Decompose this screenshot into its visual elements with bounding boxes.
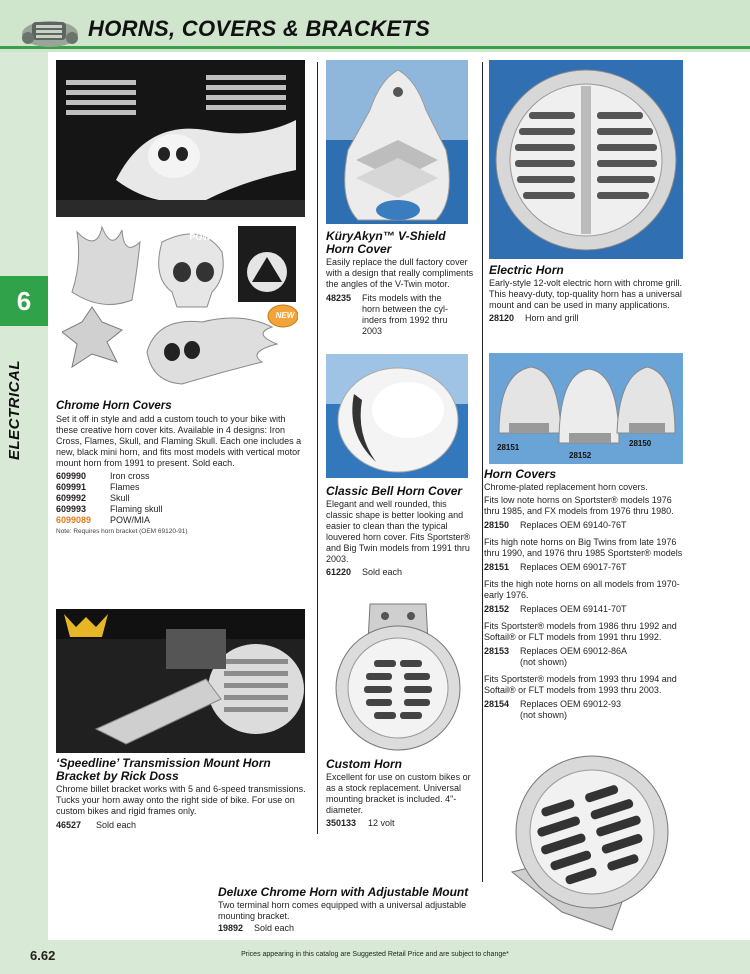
part-description: Flaming skull xyxy=(110,504,163,514)
part-description xyxy=(520,699,621,721)
vshield-section xyxy=(326,230,476,337)
part-row xyxy=(326,567,476,578)
vshield-part-list xyxy=(326,293,476,337)
horn-cover-group xyxy=(484,579,688,615)
page-title: HORNS, COVERS & BRACKETS xyxy=(88,16,431,41)
image-label-28151: 28151 xyxy=(497,443,520,452)
section-tab[interactable]: 6 xyxy=(0,276,48,326)
chrome-horn-covers-title: Chrome Horn Covers xyxy=(56,400,172,412)
horn-covers-intro: Chrome-plated replacement horn covers. xyxy=(484,482,648,492)
vshield-description: Easily replace the dull factory cover with a design that really compliments the angles of the V-Twin motor. xyxy=(326,257,474,289)
horn-cover-group xyxy=(484,537,688,573)
part-description-line-1: Replaces OEM 69012-86A xyxy=(520,646,628,656)
horn-cover-fitment: Fits Sportster® models from 1993 thru 1994 and Softail® or FLT models from 1993 thru 2003. xyxy=(484,674,677,695)
chrome-horn-covers-part-list xyxy=(56,471,308,526)
horn-cover-group xyxy=(484,621,688,668)
horn-cover-designs-image xyxy=(62,222,298,392)
part-description: Sold each xyxy=(96,820,137,830)
motorcycle-engine-logo-icon xyxy=(18,14,82,50)
electric-horn-section xyxy=(489,264,685,324)
chrome-horn-covers-section xyxy=(56,400,308,535)
custom-horn-image xyxy=(330,602,466,752)
footer-price-note: Prices appearing in this catalog are Suggested Retail Price and are subject to change* xyxy=(241,951,509,958)
horn-cover-group xyxy=(484,495,688,531)
image-label-28150: 28150 xyxy=(629,439,652,448)
side-band xyxy=(0,52,48,974)
new-badge-text: NEW xyxy=(275,311,295,320)
part-description-line-3: inders from 1992 thru xyxy=(362,315,448,325)
electric-horn-part-list xyxy=(489,313,685,324)
part-description-line-2: (not shown) xyxy=(520,710,568,720)
vshield-title-line-2: Horn Cover xyxy=(326,242,392,256)
part-number-new: 6099089 xyxy=(56,515,92,525)
part-row xyxy=(56,515,308,526)
part-number: 48235 xyxy=(326,293,352,303)
chrome-horn-covers-description: Set it off in style and add a custom touch to your bike with these creative horn cover kits. Available in 4 designs: Iron Cross, Flames, Skull, and Flaming Skull. Each one includes a new, black mini horn, and fits most models with vertical motor mount horn from 1991 to present. Sold each. xyxy=(56,414,302,468)
chrome-horn-covers-note: Note: Requires horn bracket (OEM 69120-91) xyxy=(56,528,188,535)
bell-title: Classic Bell Horn Cover xyxy=(326,484,463,498)
pow-mia-badge-text: POW•MIA xyxy=(189,232,231,242)
horn-covers-section xyxy=(484,468,688,721)
section-label: ELECTRICAL xyxy=(6,360,23,460)
deluxe-chrome-horn-image xyxy=(492,752,682,932)
part-number: 609991 xyxy=(56,482,87,492)
column-divider-1 xyxy=(317,62,318,834)
part-description-line-1: Fits models with the xyxy=(362,293,442,303)
horn-cover-fitment: Fits low note horns on Sportster® models 1976 thru 1985, and FX models from 1976 thru 1980. xyxy=(484,495,674,516)
part-row xyxy=(489,313,685,324)
part-row xyxy=(56,471,308,482)
part-number: 28152 xyxy=(484,604,510,614)
horn-cover-fitment: Fits the high note horns on all models from 1970-early 1976. xyxy=(484,579,680,600)
part-row xyxy=(326,293,476,337)
part-description: Iron cross xyxy=(110,471,150,481)
part-row xyxy=(56,504,308,515)
part-number: 28153 xyxy=(484,646,510,656)
part-number: 28154 xyxy=(484,699,510,709)
part-description-line-2: horn between the cyl- xyxy=(362,304,449,314)
deluxe-horn-description: Two terminal horn comes equipped with a universal adjustable mounting bracket. xyxy=(218,900,467,921)
horn-cover-part-list xyxy=(484,699,688,721)
part-row xyxy=(484,699,688,721)
custom-horn-section xyxy=(326,758,476,829)
part-description xyxy=(520,646,627,668)
part-description: POW/MIA xyxy=(110,515,150,525)
part-description: Replaces OEM 69141-70T xyxy=(520,604,627,614)
bell-section xyxy=(326,485,476,578)
skull-engine-photo xyxy=(56,60,305,217)
speedline-title-line-2: Bracket by Rick Doss xyxy=(56,769,179,783)
part-number: 609993 xyxy=(56,504,87,514)
part-row xyxy=(56,482,308,493)
part-row xyxy=(56,493,308,504)
speedline-section xyxy=(56,757,308,831)
vshield-title-line-1: KüryAkyn™ V-Shield xyxy=(326,229,446,243)
part-number: 609992 xyxy=(56,493,87,503)
custom-horn-part-list xyxy=(326,818,476,829)
part-number: 19892 xyxy=(218,923,244,933)
part-description: 12 volt xyxy=(368,818,395,828)
header-rule xyxy=(0,46,750,49)
custom-horn-title: Custom Horn xyxy=(326,757,402,771)
speedline-bracket-photo xyxy=(56,609,305,753)
deluxe-horn-title: Deluxe Chrome Horn with Adjustable Mount xyxy=(218,885,469,899)
part-row xyxy=(484,520,688,531)
part-description: Sold each xyxy=(254,923,295,933)
part-row xyxy=(56,820,308,831)
part-row xyxy=(484,646,688,668)
part-number: 609990 xyxy=(56,471,87,481)
horn-cover-fitment: Fits Sportster® models from 1986 thru 1992 and Softail® or FLT models from 1991 thru 1992. xyxy=(484,621,677,642)
part-number: 61220 xyxy=(326,567,352,577)
speedline-description: Chrome billet bracket works with 5 and 6-speed transmissions. Tucks your horn away onto the right side of bike. For use on custom bikes and rigid frames only. xyxy=(56,784,306,816)
speedline-title-line-1: ‘Speedline’ Transmission Mount Horn xyxy=(56,756,271,770)
horn-cover-group xyxy=(484,674,688,721)
custom-horn-description: Excellent for use on custom bikes or as a stock replacement. Universal mounting bracket is included. 4"-diameter. xyxy=(326,772,471,815)
part-description-line-2: (not shown) xyxy=(520,657,568,667)
horn-covers-photo xyxy=(489,353,683,464)
part-description: Horn and grill xyxy=(525,313,579,323)
electric-horn-photo xyxy=(489,60,683,259)
part-description: Sold each xyxy=(362,567,403,577)
horn-cover-part-list xyxy=(484,520,688,531)
part-row xyxy=(218,923,488,934)
part-number: 28150 xyxy=(484,520,510,530)
column-divider-2 xyxy=(482,62,483,882)
page-number: 6.62 xyxy=(30,948,56,963)
part-description-line-4: 2003 xyxy=(362,326,383,336)
horn-cover-part-list xyxy=(484,646,688,668)
bell-description: Elegant and well rounded, this classic shape is better looking and easier to clean than the typical louvered horn cover. Fits Sportster® and Big Twin models from 1991 thru 2003. xyxy=(326,499,471,564)
bell-part-list xyxy=(326,567,476,578)
part-description: Replaces OEM 69140-76T xyxy=(520,520,627,530)
electric-horn-description: Early-style 12-volt electric horn with chrome grill. This heavy-duty, top-quality horn has a universal mount and can be used in many applications. xyxy=(489,278,683,310)
part-number: 350133 xyxy=(326,818,357,828)
part-description: Replaces OEM 69017-76T xyxy=(520,562,627,572)
part-row xyxy=(484,604,688,615)
part-description-line-1: Replaces OEM 69012-93 xyxy=(520,699,622,709)
part-description xyxy=(362,293,448,337)
deluxe-horn-part-list xyxy=(218,923,488,934)
speedline-part-list xyxy=(56,820,308,831)
deluxe-horn-section xyxy=(218,886,488,934)
horn-cover-fitment: Fits high note horns on Big Twins from late 1976 thru 1990, and 1976 thru 1985 Sportster® models xyxy=(484,537,683,558)
bell-cover-photo xyxy=(326,354,468,478)
part-row xyxy=(326,818,476,829)
part-number: 46527 xyxy=(56,820,82,830)
part-number: 28120 xyxy=(489,313,515,323)
part-row xyxy=(484,562,688,573)
part-number: 28151 xyxy=(484,562,510,572)
part-description: Flames xyxy=(110,482,140,492)
vshield-cover-photo xyxy=(326,60,468,224)
horn-cover-part-list xyxy=(484,604,688,615)
electric-horn-title: Electric Horn xyxy=(489,263,564,277)
image-label-28152: 28152 xyxy=(569,451,592,460)
horn-cover-part-list xyxy=(484,562,688,573)
horn-covers-title: Horn Covers xyxy=(484,467,557,481)
part-description: Skull xyxy=(110,493,130,503)
